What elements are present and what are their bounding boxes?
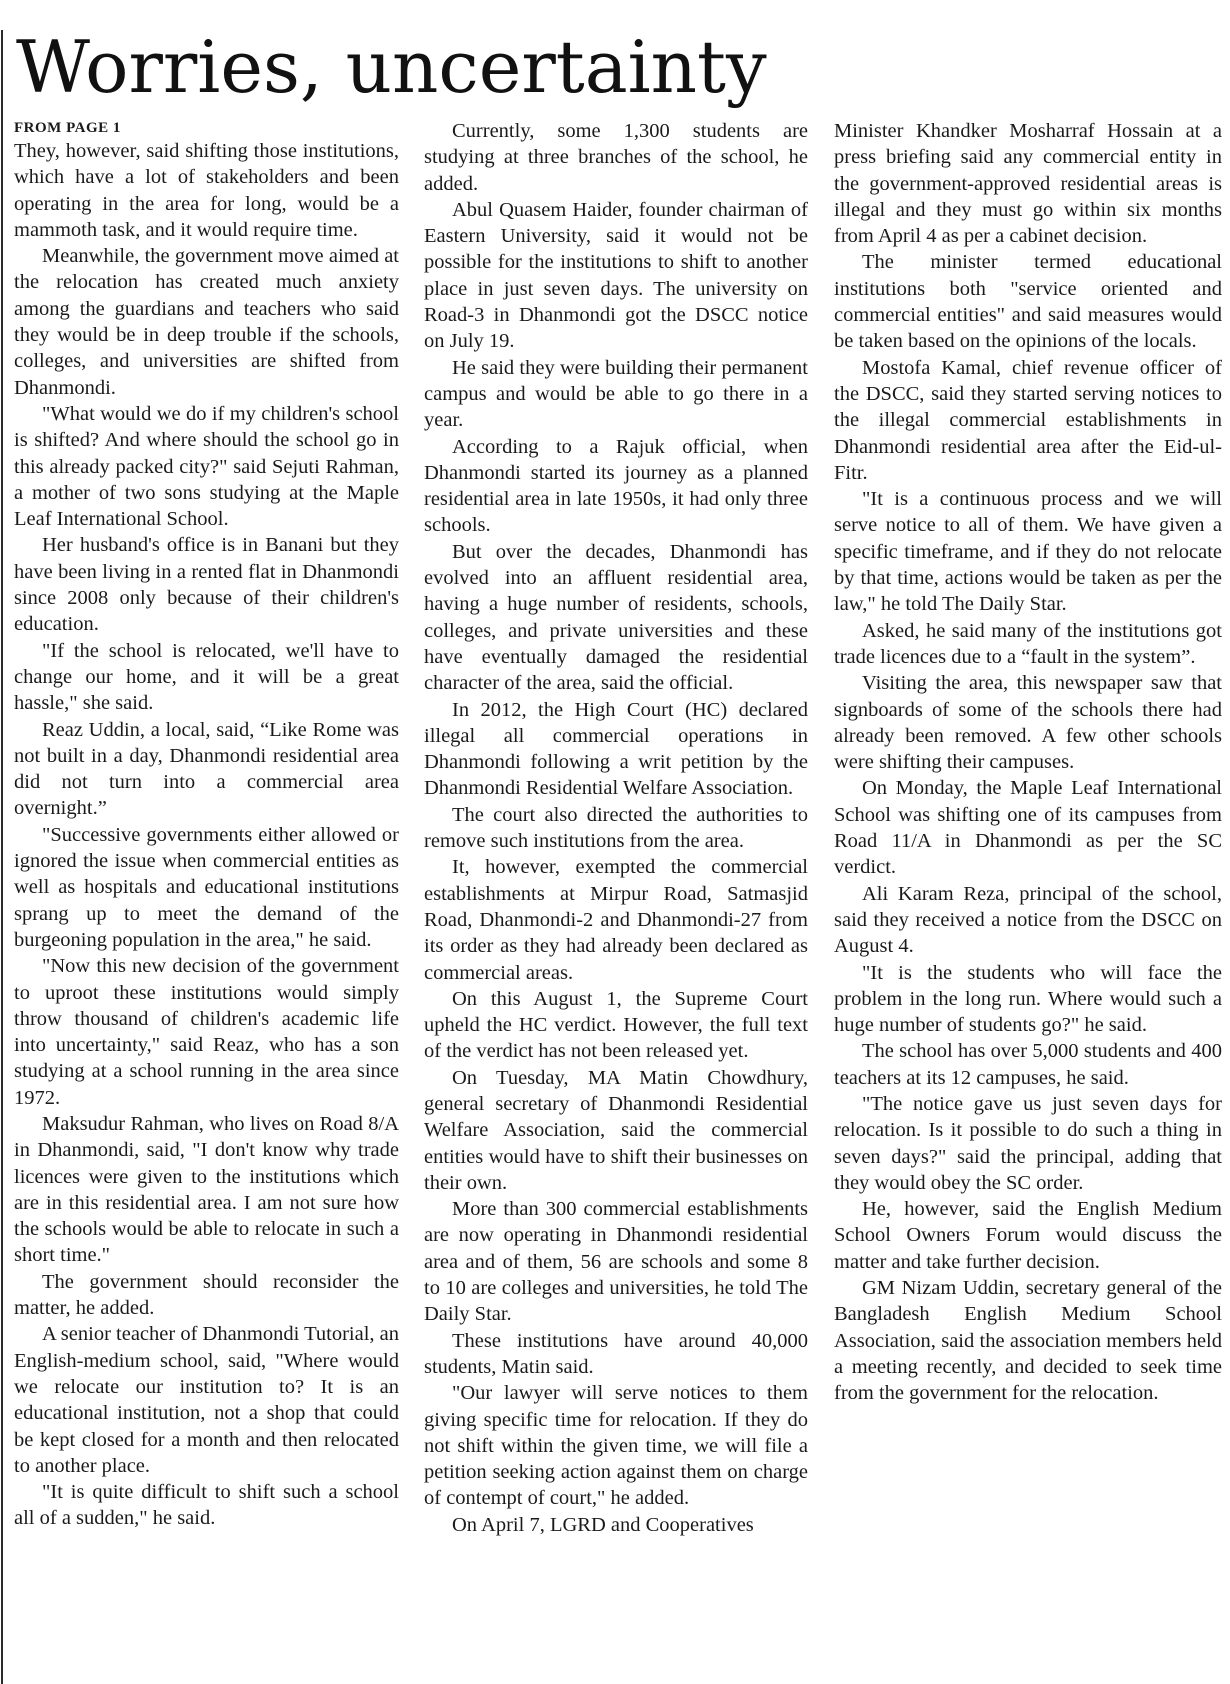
paragraph: A senior teacher of Dhanmondi Tutorial, an English-medium school, said, "Where would we relocate our institution to? It is an educational institution, not a shop that could be kept closed for a month and then relocated to another place. bbox=[14, 1323, 399, 1477]
paragraph: Currently, some 1,300 students are studying at three branches of the school, he added. bbox=[424, 120, 808, 195]
paragraph: Her husband's office is in Banani but they have been living in a rented flat in Dhanmondi since 2008 only because of their children's education. bbox=[14, 534, 399, 636]
paragraph: "It is quite difficult to shift such a school all of a sudden," he said. bbox=[14, 1481, 399, 1530]
paragraph: According to a Rajuk official, when Dhanmondi started its journey as a planned residential area in late 1950s, it had only three schools. bbox=[424, 435, 808, 537]
paragraph: The government should reconsider the matter, he added. bbox=[14, 1270, 399, 1320]
paragraph: "What would we do if my children's school is shifted? And where should the school go in this already packed city?" said Sejuti Rahman, a mother of two sons studying at the Maple Leaf International School. bbox=[14, 402, 399, 531]
paragraph: On April 7, LGRD and Cooperatives bbox=[452, 1513, 754, 1536]
paragraph: Visiting the area, this newspaper saw that signboards of some of the schools there had already been removed. A few other schools were shifting their campuses. bbox=[834, 672, 1222, 774]
article-column-1 bbox=[14, 118, 399, 1678]
paragraph: "The notice gave us just seven days for relocation. Is it possible to do such a thing in seven days?" said the principal, adding that they would obey the SC order. bbox=[834, 1092, 1222, 1194]
paragraph: Ali Karam Reza, principal of the school, said they received a notice from the DSCC on August 4. bbox=[834, 882, 1222, 958]
paragraph: More than 300 commercial establishments are now operating in Dhanmondi residential area and of them, 56 are schools and some 8 to 10 are colleges and universities, he told The Daily Star. bbox=[424, 1198, 808, 1326]
headline: Worries, uncertainty bbox=[16, 25, 767, 109]
paragraph: The school has over 5,000 students and 400 teachers at its 12 campuses, he said. bbox=[834, 1040, 1222, 1089]
paragraph: But over the decades, Dhanmondi has evolved into an affluent residential area, having a huge number of residents, schools, colleges, and private universities and these have eventually damaged the residential character of the area, said the official. bbox=[424, 540, 808, 695]
paragraph: Maksudur Rahman, who lives on Road 8/A in Dhanmondi, said, "I don't know why trade licences were given to the institutions which are in this residential area. I am not sure how the schools would be able to relocate in such a short time." bbox=[14, 1112, 399, 1267]
paragraph: Meanwhile, the government move aimed at the relocation has created much anxiety among the guardians and teachers who said they would be in deep trouble if the schools, colleges, and universities are shifted from Dhanmondi. bbox=[14, 245, 399, 399]
article-column-3 bbox=[834, 118, 1222, 1678]
paragraph: "If the school is relocated, we'll have to change our home, and it will be a great hassle," she said. bbox=[14, 639, 399, 715]
paragraph: These institutions have around 40,000 students, Matin said. bbox=[424, 1329, 808, 1378]
paragraph: On this August 1, the Supreme Court upheld the HC verdict. However, the full text of the verdict has not been released yet. bbox=[424, 987, 808, 1063]
paragraph: Reaz Uddin, a local, said, “Like Rome was not built in a day, Dhanmondi residential area did not turn into a commercial area overnight.” bbox=[14, 718, 399, 820]
paragraph: GM Nizam Uddin, secretary general of the Bangladesh English Medium School Association, said the association members held a meeting recently, and decided to seek time from the government for the relocation. bbox=[834, 1277, 1222, 1405]
paragraph: He said they were building their permanent campus and would be able to go there in a year. bbox=[424, 356, 808, 432]
paragraph: On Tuesday, MA Matin Chowdhury, general secretary of Dhanmondi Residential Welfare Association, said the commercial entities would have to shift their businesses on their own. bbox=[424, 1066, 808, 1194]
paragraph: "Now this new decision of the government to uproot these institutions would simply throw thousand of children's academic life into uncertainty," said Reaz, who has a son studying at a school running in the area since 1972. bbox=[14, 955, 399, 1109]
paragraph: In 2012, the High Court (HC) declared illegal all commercial operations in Dhanmondi following a writ petition by the Dhanmondi Residential Welfare Association. bbox=[424, 698, 808, 800]
paragraph: It, however, exempted the commercial establishments at Mirpur Road, Satmasjid Road, Dhanmondi-2 and Dhanmondi-27 from its order as they had already been declared as commercial areas. bbox=[424, 856, 808, 984]
paragraph: He, however, said the English Medium School Owners Forum would discuss the matter and take further decision. bbox=[834, 1198, 1222, 1273]
paragraph: On Monday, the Maple Leaf International School was shifting one of its campuses from Road 11/A in Dhanmondi as per the SC verdict. bbox=[834, 777, 1222, 879]
paragraph: "Successive governments either allowed or ignored the issue when commercial entities as well as hospitals and educational institutions sprang up to meet the demand of the burgeoning population in the area," he said. bbox=[14, 823, 399, 951]
paragraph: Abul Quasem Haider, founder chairman of Eastern University, said it would not be possible for the institutions to shift to another place in just seven days. The university on Road-3 in Dhanmondi got the DSCC notice on July 19. bbox=[424, 198, 808, 353]
paragraph: The minister termed educational institutions both "service oriented and commercial entities" and said measures would be taken based on the opinions of the locals. bbox=[834, 251, 1222, 353]
column-rule bbox=[1, 30, 3, 1684]
paragraph: They, however, said shifting those institutions, which have a lot of stakeholders and been operating in the area for long, would be a mammoth task, and it would require time. bbox=[14, 140, 399, 241]
article-column-2 bbox=[424, 118, 808, 1678]
paragraph: Minister Khandker Mosharraf Hossain at a press briefing said any commercial entity in the government-approved residential areas is illegal and they must go within six months from April 4 as per a cabinet decision. bbox=[834, 120, 1222, 248]
paragraph: "It is the students who will face the problem in the long run. Where would such a huge number of students go?" he said. bbox=[834, 961, 1222, 1037]
paragraph: "Our lawyer will serve notices to them giving specific time for relocation. If they do not shift within the given time, we will file a petition seeking action against them on charge of contempt of court," he added. bbox=[424, 1382, 808, 1510]
continuation-kicker: FROM PAGE 1 bbox=[14, 120, 121, 136]
paragraph: The court also directed the authorities to remove such institutions from the area. bbox=[424, 803, 808, 853]
paragraph: "It is a continuous process and we will serve notice to all of them. We have given a specific timeframe, and if they do not relocate by that time, actions would be taken as per the law," he told The Daily Star. bbox=[834, 488, 1222, 616]
paragraph: Asked, he said many of the institutions got trade licences due to a “fault in the system”. bbox=[834, 619, 1222, 668]
paragraph: Mostofa Kamal, chief revenue officer of the DSCC, said they started serving notices to the illegal commercial establishments in Dhanmondi residential area after the Eid-ul-Fitr. bbox=[834, 356, 1222, 484]
